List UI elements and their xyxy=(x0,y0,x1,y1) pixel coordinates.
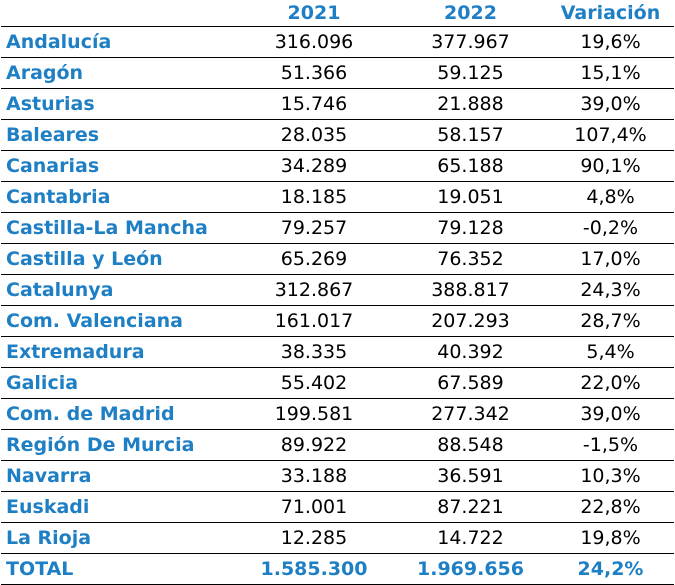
table-row xyxy=(1,523,674,554)
value-2022-cell: 19.051 xyxy=(394,182,547,213)
table-row xyxy=(1,120,674,151)
value-2022-cell: 388.817 xyxy=(394,275,547,306)
table-row xyxy=(1,461,674,492)
variation-cell: 22,8% xyxy=(547,492,674,523)
value-2021-cell: 34.289 xyxy=(234,151,394,182)
value-2021-cell: 55.402 xyxy=(234,368,394,399)
value-2021-cell: 161.017 xyxy=(234,306,394,337)
variation-cell: 107,4% xyxy=(547,120,674,151)
variation-cell: 28,7% xyxy=(547,306,674,337)
value-2022-cell: 40.392 xyxy=(394,337,547,368)
total-value-2021-cell: 1.585.300 xyxy=(234,554,394,585)
value-2022-cell: 76.352 xyxy=(394,244,547,275)
total-region-cell: TOTAL xyxy=(1,554,234,585)
value-2021-cell: 51.366 xyxy=(234,58,394,89)
total-value-2022-cell: 1.969.656 xyxy=(394,554,547,585)
header-2022: 2022 xyxy=(394,0,547,27)
table-row xyxy=(1,430,674,461)
region-cell: Castilla-La Mancha xyxy=(1,213,234,244)
value-2021-cell: 89.922 xyxy=(234,430,394,461)
header-2021: 2021 xyxy=(234,0,394,27)
table-row xyxy=(1,399,674,430)
value-2022-cell: 14.722 xyxy=(394,523,547,554)
variation-cell: 39,0% xyxy=(547,399,674,430)
value-2022-cell: 88.548 xyxy=(394,430,547,461)
value-2022-cell: 58.157 xyxy=(394,120,547,151)
region-cell: Canarias xyxy=(1,151,234,182)
region-cell: La Rioja xyxy=(1,523,234,554)
value-2021-cell: 79.257 xyxy=(234,213,394,244)
table-row xyxy=(1,182,674,213)
table-row xyxy=(1,368,674,399)
table-row xyxy=(1,275,674,306)
region-cell: Aragón xyxy=(1,58,234,89)
table-row xyxy=(1,306,674,337)
region-cell: Galicia xyxy=(1,368,234,399)
value-2022-cell: 21.888 xyxy=(394,89,547,120)
value-2022-cell: 207.293 xyxy=(394,306,547,337)
value-2021-cell: 15.746 xyxy=(234,89,394,120)
value-2021-cell: 38.335 xyxy=(234,337,394,368)
region-cell: Cantabria xyxy=(1,182,234,213)
header-variation: Variación xyxy=(547,0,674,27)
table-row xyxy=(1,151,674,182)
value-2021-cell: 199.581 xyxy=(234,399,394,430)
variation-cell: -0,2% xyxy=(547,213,674,244)
table-row xyxy=(1,89,674,120)
value-2022-cell: 67.589 xyxy=(394,368,547,399)
variation-cell: 24,3% xyxy=(547,275,674,306)
value-2021-cell: 33.188 xyxy=(234,461,394,492)
table-row xyxy=(1,58,674,89)
value-2022-cell: 59.125 xyxy=(394,58,547,89)
value-2021-cell: 12.285 xyxy=(234,523,394,554)
value-2022-cell: 36.591 xyxy=(394,461,547,492)
variation-cell: 19,8% xyxy=(547,523,674,554)
total-row xyxy=(1,554,674,585)
regional-data-table xyxy=(1,0,674,585)
header-row xyxy=(1,0,674,27)
variation-cell: 17,0% xyxy=(547,244,674,275)
variation-cell: 19,6% xyxy=(547,27,674,58)
value-2021-cell: 65.269 xyxy=(234,244,394,275)
header-region xyxy=(1,0,234,27)
region-cell: Catalunya xyxy=(1,275,234,306)
region-cell: Euskadi xyxy=(1,492,234,523)
table-row xyxy=(1,27,674,58)
variation-cell: 39,0% xyxy=(547,89,674,120)
value-2022-cell: 277.342 xyxy=(394,399,547,430)
value-2021-cell: 28.035 xyxy=(234,120,394,151)
region-cell: Región De Murcia xyxy=(1,430,234,461)
value-2021-cell: 71.001 xyxy=(234,492,394,523)
table-row xyxy=(1,244,674,275)
variation-cell: 5,4% xyxy=(547,337,674,368)
region-cell: Com. de Madrid xyxy=(1,399,234,430)
variation-cell: -1,5% xyxy=(547,430,674,461)
value-2022-cell: 87.221 xyxy=(394,492,547,523)
region-cell: Extremadura xyxy=(1,337,234,368)
table-row xyxy=(1,213,674,244)
table-row xyxy=(1,337,674,368)
region-cell: Asturias xyxy=(1,89,234,120)
variation-cell: 10,3% xyxy=(547,461,674,492)
value-2021-cell: 312.867 xyxy=(234,275,394,306)
variation-cell: 4,8% xyxy=(547,182,674,213)
value-2022-cell: 65.188 xyxy=(394,151,547,182)
value-2022-cell: 79.128 xyxy=(394,213,547,244)
value-2021-cell: 18.185 xyxy=(234,182,394,213)
variation-cell: 22,0% xyxy=(547,368,674,399)
region-cell: Castilla y León xyxy=(1,244,234,275)
table-row xyxy=(1,492,674,523)
variation-cell: 90,1% xyxy=(547,151,674,182)
table-body xyxy=(1,27,674,585)
region-cell: Baleares xyxy=(1,120,234,151)
region-cell: Andalucía xyxy=(1,27,234,58)
total-variation-cell: 24,2% xyxy=(547,554,674,585)
region-cell: Navarra xyxy=(1,461,234,492)
variation-cell: 15,1% xyxy=(547,58,674,89)
region-cell: Com. Valenciana xyxy=(1,306,234,337)
value-2022-cell: 377.967 xyxy=(394,27,547,58)
value-2021-cell: 316.096 xyxy=(234,27,394,58)
